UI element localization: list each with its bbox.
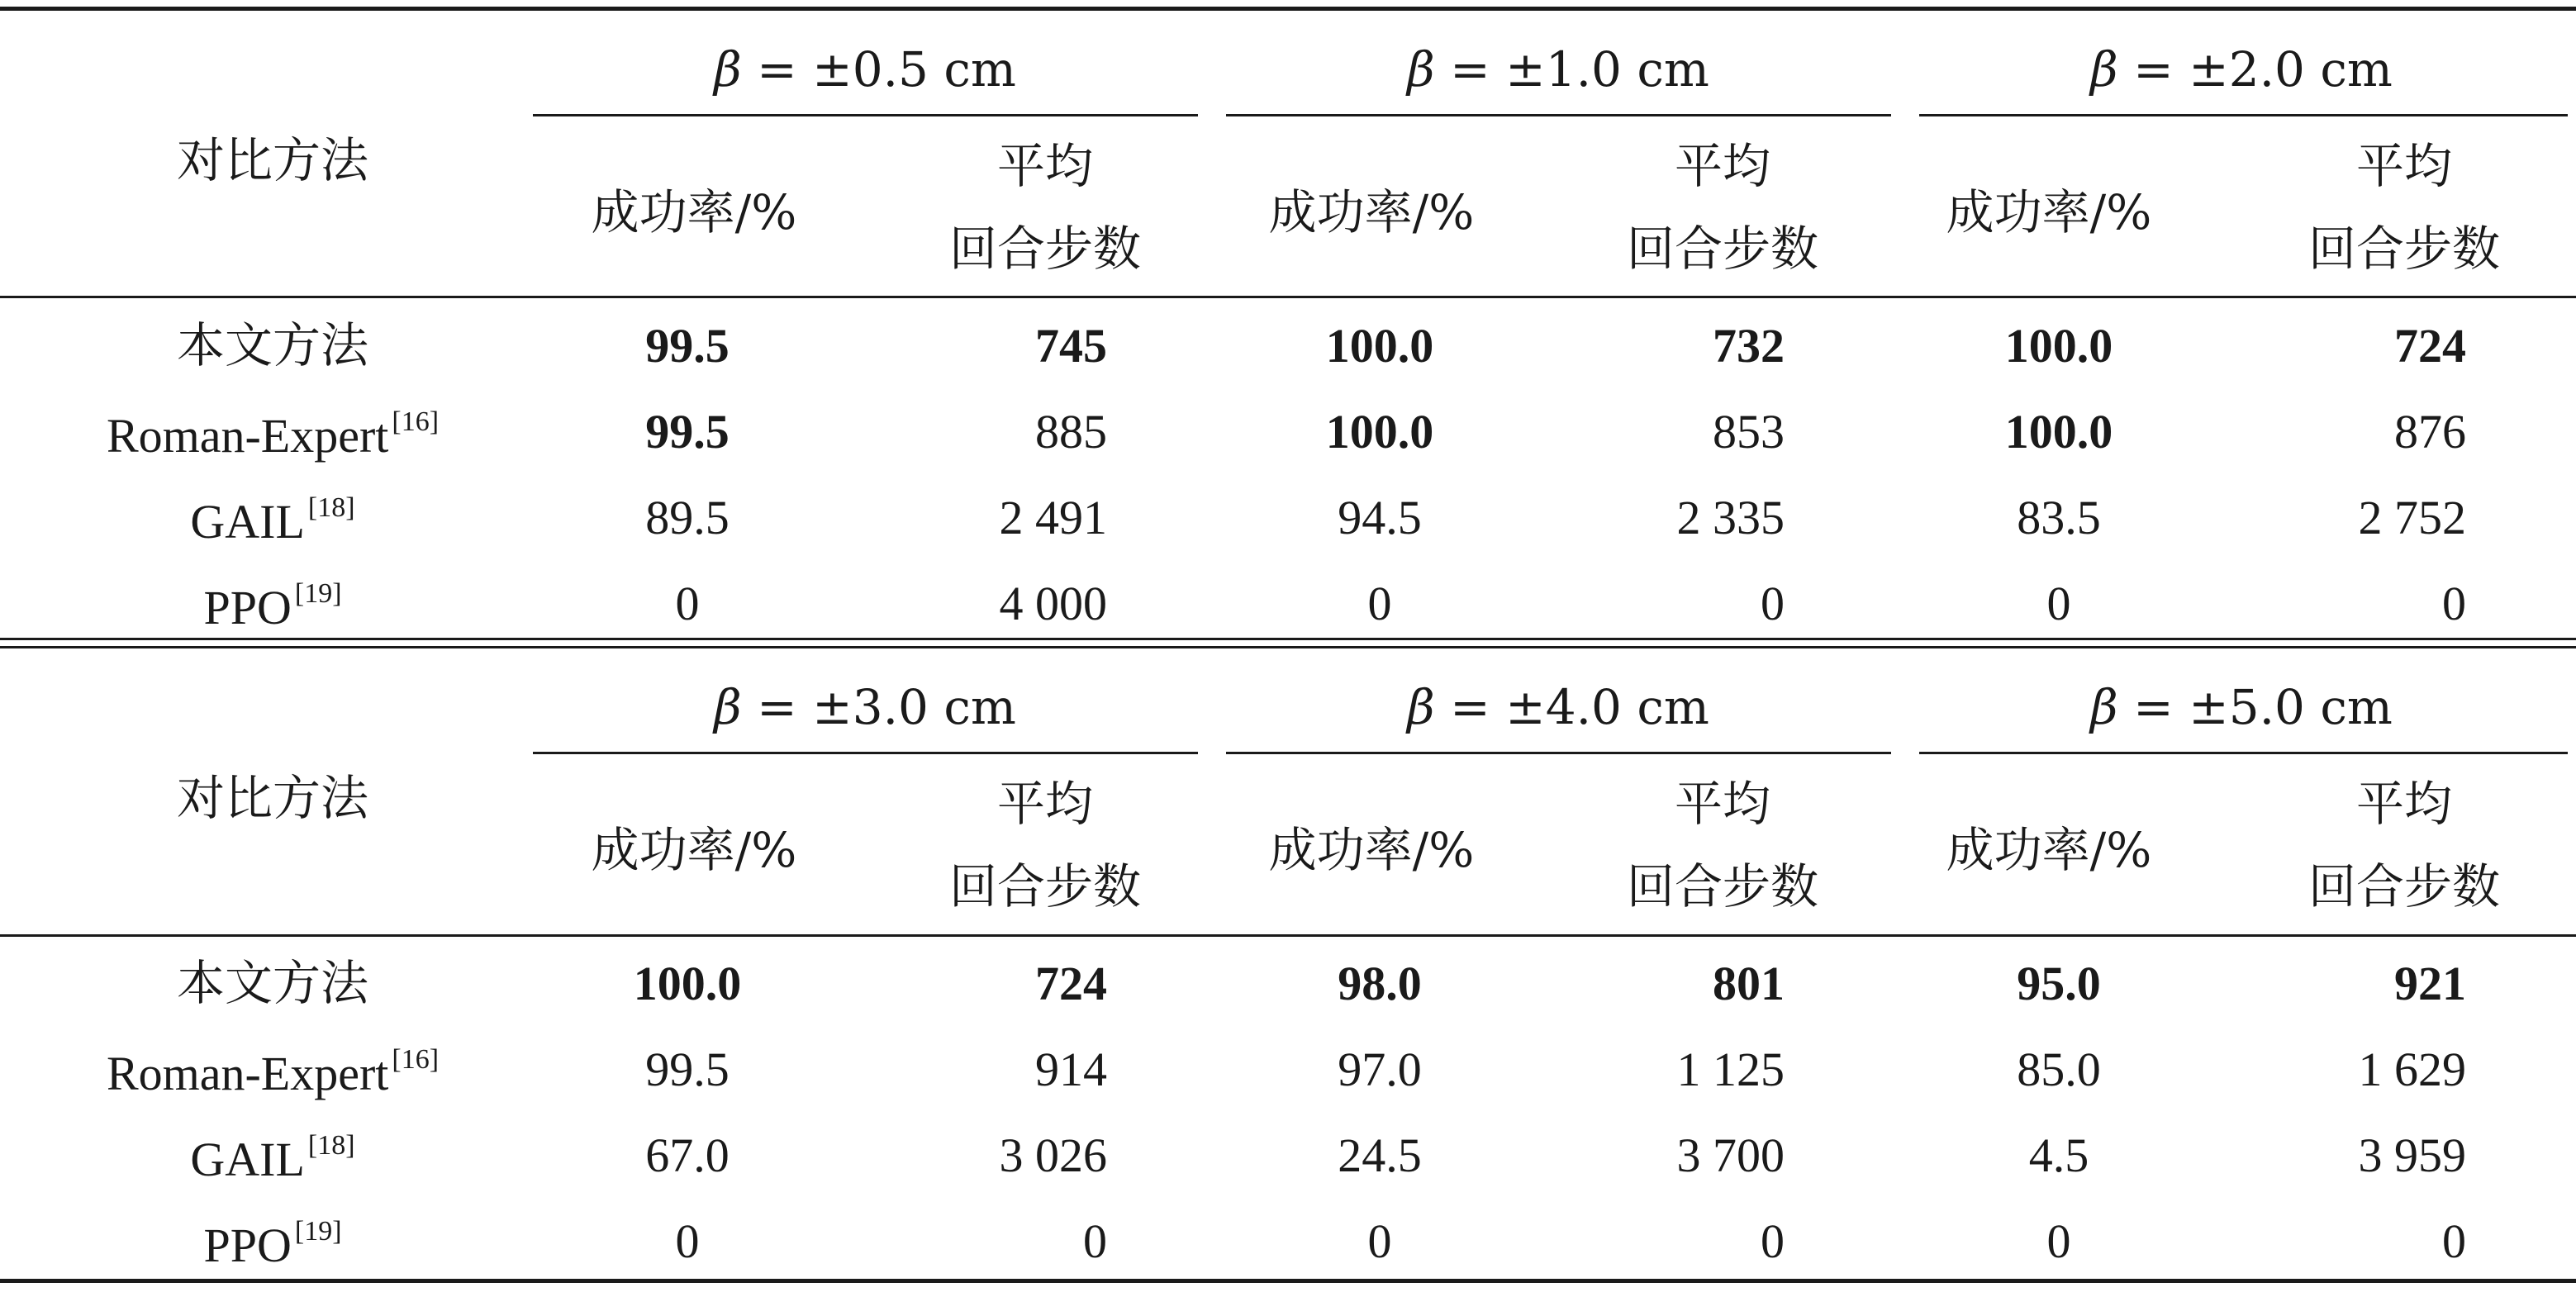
avg-steps-header-line2: 回合步数 bbox=[948, 858, 1142, 914]
success-rate-cell: 94.5 bbox=[1338, 491, 1422, 544]
avg-steps-cell: 0 bbox=[1761, 577, 1785, 630]
success-rate-cell: 100.0 bbox=[2004, 319, 2113, 373]
avg-steps-cell: 3 026 bbox=[999, 1128, 1107, 1182]
beta-symbol: β bbox=[1407, 41, 1435, 97]
citation-ref: [19] bbox=[294, 578, 342, 609]
avg-steps-cell: 885 bbox=[1035, 405, 1107, 458]
beta-symbol: β bbox=[2090, 679, 2118, 735]
header-rule-1 bbox=[0, 296, 2576, 298]
citation-ref: [18] bbox=[307, 492, 355, 523]
success-rate-cell: 100.0 bbox=[633, 957, 742, 1010]
double-rule-top bbox=[0, 638, 2576, 640]
method-label: PPO bbox=[203, 1218, 292, 1272]
method-name bbox=[176, 319, 369, 373]
avg-steps-header-line2: 回合步数 bbox=[1626, 858, 1819, 914]
beta-group-header bbox=[2090, 679, 2393, 735]
group-subrule bbox=[1226, 114, 1891, 116]
header-rule-2 bbox=[0, 934, 2576, 937]
success-rate-cell: 98.0 bbox=[1338, 957, 1422, 1010]
avg-steps-header-line1: 平均 bbox=[2355, 138, 2453, 194]
beta-symbol: β bbox=[1407, 679, 1435, 735]
beta-value: = ±4.0 cm bbox=[1434, 679, 1709, 735]
avg-steps-header-line2: 回合步数 bbox=[1626, 221, 1819, 277]
success-rate-cell: 99.5 bbox=[645, 405, 730, 458]
avg-steps-header-line1: 平均 bbox=[996, 776, 1094, 832]
beta-symbol: β bbox=[714, 41, 742, 97]
success-rate-cell: 67.0 bbox=[645, 1128, 730, 1182]
beta-group-header bbox=[714, 679, 1016, 735]
avg-steps-cell: 2 491 bbox=[999, 491, 1107, 544]
beta-symbol: β bbox=[714, 679, 742, 735]
beta-group-header bbox=[1407, 679, 1709, 735]
avg-steps-cell: 745 bbox=[1035, 319, 1107, 373]
avg-steps-cell: 2 752 bbox=[2358, 491, 2466, 544]
group-subrule bbox=[1919, 752, 2568, 754]
success-rate-cell: 24.5 bbox=[1338, 1128, 1422, 1182]
method-name bbox=[190, 1132, 354, 1184]
avg-steps-cell: 2 335 bbox=[1676, 491, 1785, 544]
avg-steps-cell: 914 bbox=[1035, 1043, 1107, 1096]
avg-steps-header-line1: 平均 bbox=[996, 138, 1094, 194]
group-subrule bbox=[533, 114, 1198, 116]
success-rate-cell: 100.0 bbox=[2004, 405, 2113, 458]
method-label: GAIL bbox=[190, 1133, 305, 1186]
avg-steps-cell: 4 000 bbox=[999, 577, 1107, 630]
avg-steps-cell: 876 bbox=[2394, 405, 2466, 458]
avg-steps-cell: 0 bbox=[2442, 577, 2466, 630]
success-rate-cell: 0 bbox=[2046, 577, 2071, 630]
double-rule-bottom bbox=[0, 646, 2576, 648]
beta-group-header bbox=[2090, 41, 2393, 97]
beta-group-header bbox=[714, 41, 1016, 97]
success-rate-cell: 85.0 bbox=[2017, 1043, 2101, 1096]
success-rate-cell: 89.5 bbox=[645, 491, 730, 544]
beta-group-header bbox=[1407, 41, 1709, 97]
method-name bbox=[107, 1046, 439, 1098]
beta-symbol: β bbox=[2090, 41, 2118, 97]
method-label: 本文方法 bbox=[176, 957, 369, 1010]
success-rate-header: 成功率/% bbox=[1268, 822, 1475, 878]
citation-ref: [16] bbox=[392, 406, 440, 437]
method-name bbox=[203, 580, 341, 632]
avg-steps-header-line2: 回合步数 bbox=[2307, 858, 2501, 914]
bottom-rule bbox=[0, 1279, 2576, 1283]
top-rule bbox=[0, 7, 2576, 11]
method-name bbox=[176, 957, 369, 1010]
beta-value: = ±3.0 cm bbox=[741, 679, 1016, 735]
beta-value: = ±0.5 cm bbox=[741, 41, 1016, 97]
method-label: PPO bbox=[203, 581, 292, 634]
success-rate-cell: 97.0 bbox=[1338, 1043, 1422, 1096]
success-rate-cell: 100.0 bbox=[1325, 319, 1434, 373]
avg-steps-cell: 724 bbox=[2394, 319, 2466, 373]
citation-ref: [16] bbox=[392, 1044, 440, 1075]
method-column-header: 对比方法 bbox=[176, 132, 369, 188]
avg-steps-header-line1: 平均 bbox=[1674, 138, 1771, 194]
avg-steps-cell: 0 bbox=[2442, 1214, 2466, 1268]
success-rate-cell: 99.5 bbox=[645, 319, 730, 373]
avg-steps-cell: 921 bbox=[2394, 957, 2466, 1010]
method-column-header: 对比方法 bbox=[176, 770, 369, 826]
success-rate-cell: 0 bbox=[675, 1214, 700, 1268]
avg-steps-cell: 0 bbox=[1761, 1214, 1785, 1268]
success-rate-cell: 4.5 bbox=[2028, 1128, 2089, 1182]
beta-value: = ±1.0 cm bbox=[1434, 41, 1709, 97]
avg-steps-cell: 1 629 bbox=[2358, 1043, 2466, 1096]
avg-steps-cell: 3 959 bbox=[2358, 1128, 2466, 1182]
method-label: Roman-Expert bbox=[106, 1047, 389, 1100]
success-rate-cell: 0 bbox=[675, 577, 700, 630]
method-label: GAIL bbox=[190, 495, 305, 549]
citation-ref: [18] bbox=[307, 1130, 355, 1161]
success-rate-header: 成功率/% bbox=[591, 822, 797, 878]
success-rate-cell: 100.0 bbox=[1325, 405, 1434, 458]
success-rate-cell: 0 bbox=[1367, 577, 1392, 630]
beta-value: = ±2.0 cm bbox=[2117, 41, 2393, 97]
group-subrule bbox=[1919, 114, 2568, 116]
avg-steps-cell: 1 125 bbox=[1676, 1043, 1785, 1096]
avg-steps-cell: 853 bbox=[1713, 405, 1785, 458]
avg-steps-cell: 801 bbox=[1713, 957, 1785, 1010]
citation-ref: [19] bbox=[294, 1216, 342, 1247]
success-rate-header: 成功率/% bbox=[1268, 184, 1475, 240]
success-rate-cell: 0 bbox=[2046, 1214, 2071, 1268]
success-rate-header: 成功率/% bbox=[1946, 184, 2152, 240]
method-label: 本文方法 bbox=[176, 319, 369, 373]
group-subrule bbox=[1226, 752, 1891, 754]
avg-steps-cell: 3 700 bbox=[1676, 1128, 1785, 1182]
avg-steps-cell: 724 bbox=[1035, 957, 1107, 1010]
method-name bbox=[106, 406, 440, 463]
avg-steps-header-line1: 平均 bbox=[2355, 776, 2453, 832]
avg-steps-cell: 732 bbox=[1713, 319, 1785, 373]
success-rate-cell: 0 bbox=[1367, 1214, 1392, 1268]
success-rate-cell: 95.0 bbox=[2017, 957, 2101, 1010]
avg-steps-header-line1: 平均 bbox=[1674, 776, 1771, 832]
success-rate-cell: 83.5 bbox=[2017, 491, 2101, 544]
beta-value: = ±5.0 cm bbox=[2117, 679, 2393, 735]
method-label: Roman-Expert bbox=[106, 409, 389, 463]
method-name bbox=[190, 492, 355, 549]
avg-steps-header-line2: 回合步数 bbox=[2307, 221, 2501, 277]
avg-steps-header-line2: 回合步数 bbox=[948, 221, 1142, 277]
group-subrule bbox=[533, 752, 1198, 754]
success-rate-header: 成功率/% bbox=[591, 184, 797, 240]
method-name bbox=[203, 1218, 341, 1270]
avg-steps-cell: 0 bbox=[1083, 1214, 1107, 1268]
success-rate-header: 成功率/% bbox=[1946, 822, 2152, 878]
success-rate-cell: 99.5 bbox=[645, 1043, 730, 1096]
